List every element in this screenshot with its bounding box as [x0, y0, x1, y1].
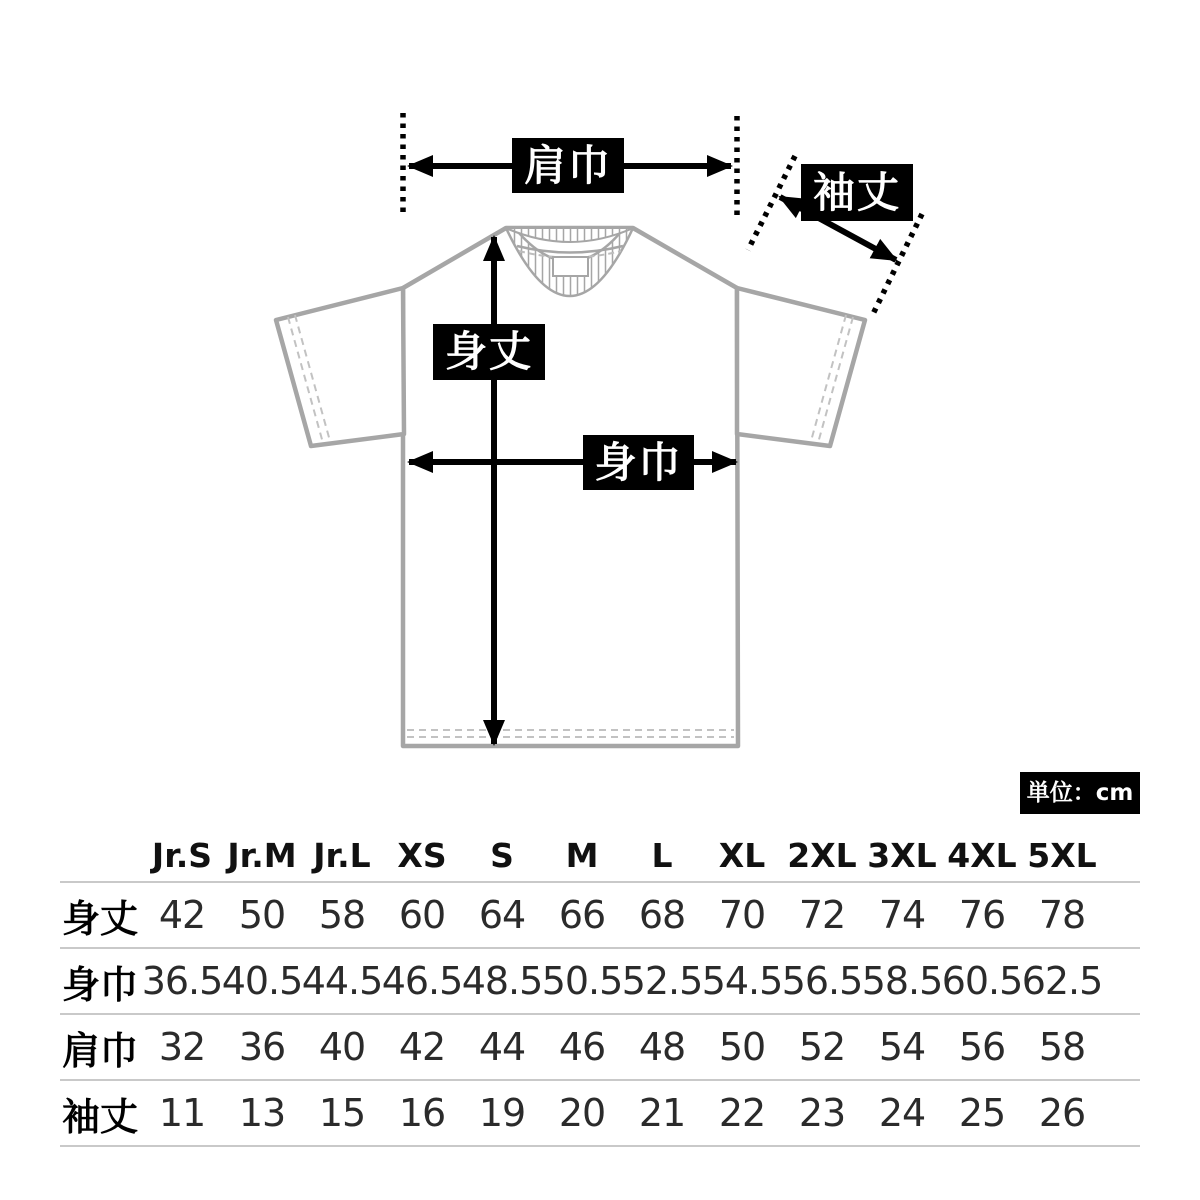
sleeve-guide-bottom	[872, 214, 922, 316]
cell: 48.5	[461, 959, 543, 1003]
cell: 76	[958, 893, 1006, 937]
size-table-header-row	[60, 830, 1140, 883]
corner-cell	[60, 830, 142, 881]
cell: 36	[238, 1025, 286, 1069]
col-header-4xl: 4XL	[947, 836, 1017, 875]
size-table	[60, 830, 1140, 1147]
cell: 50	[718, 1025, 766, 1069]
cell: 44	[478, 1025, 526, 1069]
unit-badge: 単位：cm	[1020, 772, 1140, 814]
cell: 56.5	[781, 959, 863, 1003]
cell: 19	[478, 1091, 526, 1135]
shirt-right-sleeve	[737, 288, 865, 446]
cell: 15	[318, 1091, 366, 1135]
cell: 32	[158, 1025, 206, 1069]
table-row-body-length	[60, 883, 1140, 949]
cell: 66	[558, 893, 606, 937]
col-header-l: L	[651, 836, 673, 875]
cell: 25	[958, 1091, 1006, 1135]
table-row-sleeve-length	[60, 1081, 1140, 1147]
cell: 62.5	[1021, 959, 1103, 1003]
cell: 64	[478, 893, 526, 937]
cell: 50.5	[541, 959, 623, 1003]
cell: 78	[1038, 893, 1086, 937]
cell: 40.5	[221, 959, 303, 1003]
cell: 54	[878, 1025, 926, 1069]
cell: 50	[238, 893, 286, 937]
cell: 58	[318, 893, 366, 937]
sleeve-length-label: 袖丈	[801, 164, 913, 221]
row-label: 袖丈	[62, 1094, 139, 1139]
cell: 20	[558, 1091, 606, 1135]
cell: 60	[398, 893, 446, 937]
col-header-3xl: 3XL	[867, 836, 937, 875]
cell: 60.5	[941, 959, 1023, 1003]
cell: 23	[798, 1091, 846, 1135]
cell: 58.5	[861, 959, 943, 1003]
col-header-s: S	[490, 836, 514, 875]
cell: 74	[878, 893, 926, 937]
cell: 46.5	[381, 959, 463, 1003]
row-label: 身巾	[62, 962, 139, 1007]
col-header-jrm: Jr.M	[227, 836, 297, 875]
cell: 13	[238, 1091, 286, 1135]
cell: 22	[718, 1091, 766, 1135]
col-header-xs: XS	[397, 836, 447, 875]
col-header-m: M	[565, 836, 599, 875]
col-header-jrl: Jr.L	[313, 836, 371, 875]
cell: 52	[798, 1025, 846, 1069]
cell: 44.5	[301, 959, 383, 1003]
shirt-left-sleeve	[276, 288, 404, 446]
cell: 52.5	[621, 959, 703, 1003]
body-length-label: 身丈	[433, 324, 545, 380]
table-row-body-width	[60, 949, 1140, 1015]
cell: 26	[1038, 1091, 1086, 1135]
body-width-label: 身巾	[583, 435, 694, 490]
cell: 24	[878, 1091, 926, 1135]
col-header-xl: XL	[718, 836, 766, 875]
collar-tag	[553, 257, 588, 276]
cell: 16	[398, 1091, 446, 1135]
row-label: 身丈	[62, 896, 139, 941]
cell: 42	[158, 893, 206, 937]
cell: 46	[558, 1025, 606, 1069]
cell: 70	[718, 893, 766, 937]
shoulder-width-label: 肩巾	[512, 138, 624, 193]
cell: 68	[638, 893, 686, 937]
table-row-shoulder-width	[60, 1015, 1140, 1081]
cell: 48	[638, 1025, 686, 1069]
col-header-5xl: 5XL	[1027, 836, 1097, 875]
cell: 58	[1038, 1025, 1086, 1069]
col-header-jrs: Jr.S	[151, 836, 213, 875]
cell: 72	[798, 893, 846, 937]
cell: 36.5	[141, 959, 223, 1003]
cell: 40	[318, 1025, 366, 1069]
cell: 42	[398, 1025, 446, 1069]
row-label: 肩巾	[62, 1028, 139, 1073]
shirt-outline	[276, 228, 865, 746]
cell: 11	[158, 1091, 206, 1135]
cell: 54.5	[701, 959, 783, 1003]
cell: 56	[958, 1025, 1006, 1069]
cell: 21	[638, 1091, 686, 1135]
col-header-2xl: 2XL	[787, 836, 857, 875]
